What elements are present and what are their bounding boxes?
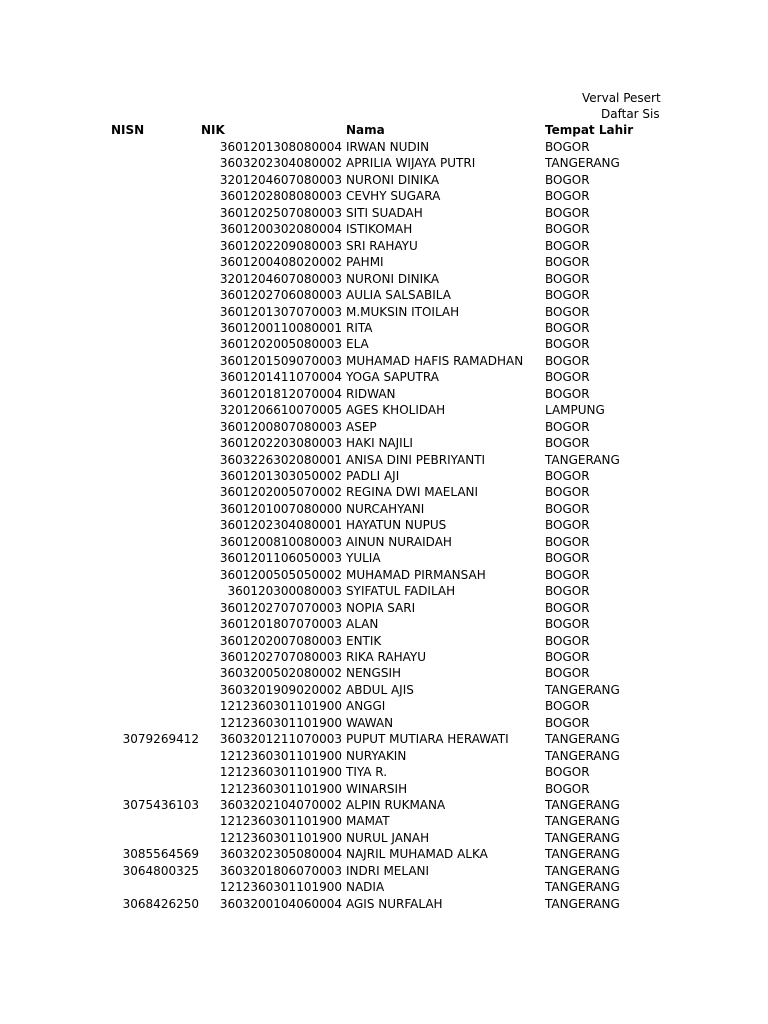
cell-nama: NURYAKIN: [346, 748, 407, 763]
cell-nik: 3603202104070002: [219, 798, 342, 812]
sheet-subtitle: Daftar Sis: [601, 107, 660, 121]
cell-nama: ELA: [346, 337, 369, 352]
cell-nama: MUHAMAD PIRMANSAH: [346, 567, 486, 582]
cell-tempat-lahir: BOGOR: [545, 337, 590, 352]
table-row: [0, 698, 768, 714]
table-row: [0, 155, 768, 171]
cell-nik: 3601200810080003: [219, 534, 342, 549]
table-row: [0, 633, 768, 649]
table-row: [0, 534, 768, 550]
cell-tempat-lahir: BOGOR: [545, 600, 590, 615]
cell-nik: 360120300080003: [227, 584, 342, 599]
table-row: [0, 846, 768, 862]
cell-nik: 3201206610070005: [219, 403, 342, 418]
cell-nik: 3601200505050002: [219, 567, 342, 582]
cell-nik: 3603200502080002: [219, 666, 342, 681]
table-row: [0, 879, 768, 895]
sheet-title: Verval Pesert: [582, 91, 661, 105]
cell-nik: 1212360301101900: [219, 781, 342, 796]
cell-nama: YOGA SAPUTRA: [346, 370, 439, 385]
cell-nik: 3601201308080004: [219, 140, 342, 154]
cell-nik: 3603201211070003: [219, 732, 342, 747]
cell-nik: 3601202005070002: [219, 485, 342, 500]
table-row: [0, 271, 768, 287]
cell-nik: 3601201106050003: [219, 551, 342, 566]
cell-nisn: 3064800325: [122, 863, 199, 878]
table-row: [0, 402, 768, 418]
cell-nama: AINUN NURAIDAH: [346, 534, 452, 549]
cell-nik: 3601201007080000: [219, 501, 342, 516]
header-tempat-lahir: Tempat Lahir: [545, 123, 634, 137]
table-row: [0, 484, 768, 500]
cell-nisn: 3079269412: [122, 732, 199, 747]
cell-nama: SITI SUADAH: [346, 205, 423, 220]
cell-nama: SRI RAHAYU: [346, 238, 418, 253]
cell-nik: 3601201812070004: [219, 386, 342, 401]
cell-nik: 3601202707070003: [219, 600, 342, 615]
table-row: [0, 419, 768, 435]
cell-tempat-lahir: BOGOR: [545, 534, 590, 549]
cell-tempat-lahir: BOGOR: [545, 715, 590, 730]
cell-nik: 3601200110080001: [219, 320, 342, 335]
table-row: [0, 764, 768, 780]
cell-tempat-lahir: TANGERANG: [545, 830, 620, 845]
table-row: [0, 287, 768, 303]
cell-tempat-lahir: BOGOR: [545, 189, 590, 204]
cell-nik: 3603201806070003: [219, 863, 342, 878]
cell-tempat-lahir: BOGOR: [545, 320, 590, 335]
cell-tempat-lahir: BOGOR: [545, 238, 590, 253]
cell-nama: WAWAN: [346, 715, 394, 730]
cell-nisn: 3075436103: [122, 798, 199, 812]
table-row: [0, 238, 768, 254]
cell-tempat-lahir: TANGERANG: [545, 896, 620, 911]
cell-nama: RIDWAN: [346, 386, 396, 401]
cell-tempat-lahir: BOGOR: [545, 255, 590, 270]
table-row: [0, 320, 768, 336]
cell-nama: INDRI MELANI: [346, 863, 430, 878]
cell-nik: 3201204607080003: [219, 271, 342, 286]
header-nisn: NISN: [111, 123, 145, 137]
table-row: [0, 748, 768, 764]
cell-nama: ANISA DINI PEBRIYANTI: [346, 452, 486, 467]
cell-nisn: 3085564569: [122, 847, 199, 862]
cell-tempat-lahir: BOGOR: [545, 485, 590, 500]
cell-nik: 1212360301101900: [219, 880, 342, 895]
cell-nik: 3601201303050002: [219, 469, 342, 483]
cell-nama: NURONI DINIKA: [346, 271, 440, 286]
cell-nama: NOPIA SARI: [346, 600, 416, 615]
cell-nama: AGES KHOLIDAH: [346, 403, 446, 418]
cell-nik: 3601202707080003: [219, 649, 342, 664]
cell-nik: 1212360301101900: [219, 715, 342, 730]
cell-tempat-lahir: BOGOR: [545, 469, 590, 483]
header-nik: NIK: [201, 123, 225, 137]
cell-tempat-lahir: BOGOR: [545, 353, 590, 368]
table-row: [0, 813, 768, 829]
cell-tempat-lahir: BOGOR: [545, 140, 590, 154]
cell-nama: ALAN: [346, 617, 379, 632]
cell-nama: NURCAHYANI: [346, 501, 425, 516]
table-row: [0, 304, 768, 320]
cell-nik: 3603202305080004: [219, 847, 342, 862]
cell-nama: ABDUL AJIS: [346, 682, 414, 697]
cell-nik: 3603201909020002: [219, 682, 342, 697]
cell-tempat-lahir: TANGERANG: [545, 798, 620, 812]
table-row: [0, 550, 768, 566]
cell-nama: PAHMI: [346, 255, 384, 270]
cell-tempat-lahir: TANGERANG: [545, 452, 620, 467]
cell-nama: M.MUKSIN ITOILAH: [346, 304, 460, 319]
cell-tempat-lahir: BOGOR: [545, 584, 590, 599]
table-row: [0, 172, 768, 188]
cell-nama: NENGSIH: [346, 666, 402, 681]
cell-tempat-lahir: BOGOR: [545, 781, 590, 796]
table-row: [0, 830, 768, 846]
cell-nik: 3601201509070003: [219, 353, 342, 368]
cell-nik: 3603226302080001: [219, 452, 342, 467]
cell-nama: APRILIA WIJAYA PUTRI: [346, 156, 476, 171]
cell-tempat-lahir: TANGERANG: [545, 732, 620, 747]
cell-nik: 3601200408020002: [219, 255, 342, 270]
cell-nama: WINARSIH: [346, 781, 408, 796]
cell-nama: PUPUT MUTIARA HERAWATI: [346, 732, 509, 747]
cell-nama: ASEP: [346, 419, 377, 434]
table-row: [0, 600, 768, 616]
cell-nik: 3601201307070003: [219, 304, 342, 319]
cell-nama: MUHAMAD HAFIS RAMADHAN: [346, 353, 524, 368]
cell-tempat-lahir: BOGOR: [545, 436, 590, 451]
table-row: [0, 353, 768, 369]
cell-nik: 1212360301101900: [219, 748, 342, 763]
table-row: [0, 188, 768, 204]
cell-nik: 3601200302080004: [219, 222, 342, 237]
table-row: [0, 221, 768, 237]
cell-tempat-lahir: TANGERANG: [545, 847, 620, 862]
table-row: [0, 665, 768, 681]
cell-nama: ANGGI: [346, 699, 386, 714]
cell-nisn: 3068426250: [122, 896, 199, 911]
cell-tempat-lahir: BOGOR: [545, 765, 590, 780]
table-row: [0, 435, 768, 451]
cell-nama: PADLI AJI: [346, 469, 400, 483]
cell-nama: RITA: [346, 320, 373, 335]
cell-tempat-lahir: BOGOR: [545, 617, 590, 632]
cell-tempat-lahir: BOGOR: [545, 699, 590, 714]
cell-nama: NAJRIL MUHAMAD ALKA: [346, 847, 488, 862]
table-row: [0, 501, 768, 517]
cell-tempat-lahir: BOGOR: [545, 649, 590, 664]
cell-tempat-lahir: TANGERANG: [545, 682, 620, 697]
table-row: [0, 369, 768, 385]
cell-nik: 3601202304080001: [219, 518, 342, 533]
table-row: [0, 468, 768, 484]
table-row: [0, 715, 768, 731]
cell-tempat-lahir: BOGOR: [545, 271, 590, 286]
cell-nama: YULIA: [346, 551, 381, 566]
cell-nik: 3603200104060004: [219, 896, 342, 911]
cell-nik: 3601202203080003: [219, 436, 342, 451]
table-row: [0, 139, 768, 155]
cell-nama: ALPIN RUKMANA: [346, 798, 446, 812]
cell-nama: AGIS NURFALAH: [346, 896, 443, 911]
table-row: [0, 336, 768, 352]
cell-nama: ISTIKOMAH: [346, 222, 413, 237]
cell-nik: 1212360301101900: [219, 814, 342, 829]
cell-nik: 3601202808080003: [219, 189, 342, 204]
cell-tempat-lahir: BOGOR: [545, 386, 590, 401]
cell-tempat-lahir: BOGOR: [545, 666, 590, 681]
table-row: [0, 386, 768, 402]
cell-nik: 3601202005080003: [219, 337, 342, 352]
cell-nama: NURONI DINIKA: [346, 172, 440, 187]
table-row: [0, 649, 768, 665]
cell-nik: 3601202706080003: [219, 288, 342, 303]
cell-nama: NURUL JANAH: [346, 830, 430, 845]
cell-nama: SYIFATUL FADILAH: [346, 584, 456, 599]
cell-nama: RIKA RAHAYU: [346, 649, 427, 664]
table-row: [0, 567, 768, 583]
cell-nik: 3601200807080003: [219, 419, 342, 434]
cell-tempat-lahir: TANGERANG: [545, 156, 620, 171]
cell-nama: ENTIK: [346, 633, 382, 648]
cell-nik: 3601202507080003: [219, 205, 342, 220]
cell-nik: 1212360301101900: [219, 765, 342, 780]
table-row: [0, 731, 768, 747]
table-row: [0, 517, 768, 533]
table-row: [0, 583, 768, 599]
cell-nik: 3601201807070003: [219, 617, 342, 632]
cell-nama: HAKI NAJILI: [346, 436, 413, 451]
cell-tempat-lahir: LAMPUNG: [545, 403, 605, 418]
cell-nama: AULIA SALSABILA: [346, 288, 451, 303]
table-row: [0, 205, 768, 221]
table-row: [0, 863, 768, 879]
table-row: [0, 797, 768, 813]
cell-tempat-lahir: TANGERANG: [545, 814, 620, 829]
cell-nama: IRWAN NUDIN: [346, 140, 430, 154]
cell-nama: CEVHY SUGARA: [346, 189, 441, 204]
table-row: [0, 616, 768, 632]
cell-tempat-lahir: BOGOR: [545, 205, 590, 220]
cell-nik: 1212360301101900: [219, 699, 342, 714]
cell-tempat-lahir: BOGOR: [545, 551, 590, 566]
cell-tempat-lahir: BOGOR: [545, 172, 590, 187]
table-row: [0, 452, 768, 468]
cell-tempat-lahir: BOGOR: [545, 304, 590, 319]
cell-tempat-lahir: BOGOR: [545, 633, 590, 648]
cell-tempat-lahir: BOGOR: [545, 567, 590, 582]
cell-tempat-lahir: BOGOR: [545, 288, 590, 303]
table-row: [0, 682, 768, 698]
cell-tempat-lahir: TANGERANG: [545, 748, 620, 763]
cell-nama: MAMAT: [346, 814, 390, 829]
table-row: [0, 781, 768, 797]
cell-tempat-lahir: BOGOR: [545, 419, 590, 434]
cell-nik: 1212360301101900: [219, 830, 342, 845]
cell-tempat-lahir: TANGERANG: [545, 880, 620, 895]
cell-nama: REGINA DWI MAELANI: [346, 485, 479, 500]
cell-nik: 3601202007080003: [219, 633, 342, 648]
cell-nama: NADIA: [346, 880, 385, 895]
cell-nama: TIYA R.: [346, 765, 388, 780]
cell-tempat-lahir: BOGOR: [545, 501, 590, 516]
cell-nik: 3603202304080002: [219, 156, 342, 171]
header-nama: Nama: [346, 123, 385, 137]
cell-nik: 3201204607080003: [219, 172, 342, 187]
table-row: [0, 896, 768, 912]
table-row: [0, 254, 768, 270]
cell-tempat-lahir: TANGERANG: [545, 863, 620, 878]
cell-tempat-lahir: BOGOR: [545, 222, 590, 237]
cell-tempat-lahir: BOGOR: [545, 518, 590, 533]
cell-tempat-lahir: BOGOR: [545, 370, 590, 385]
cell-nik: 3601202209080003: [219, 238, 342, 253]
cell-nama: HAYATUN NUPUS: [346, 518, 447, 533]
cell-nik: 3601201411070004: [219, 370, 342, 385]
